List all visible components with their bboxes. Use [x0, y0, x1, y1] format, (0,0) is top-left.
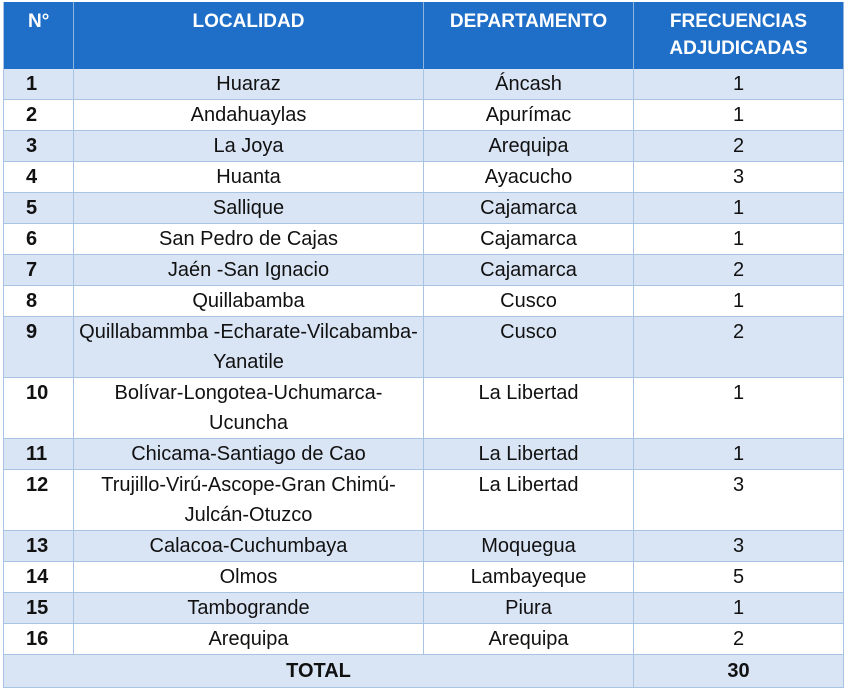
localidad-cell: Quillabamba	[74, 286, 424, 317]
localidad-cell: La Joya	[74, 131, 424, 162]
frecuencias-cell: 5	[634, 562, 844, 593]
row-number: 10	[4, 378, 74, 439]
table-row	[4, 562, 844, 593]
table-body	[4, 69, 844, 655]
table-header	[4, 2, 844, 69]
frecuencias-cell: 2	[634, 131, 844, 162]
header-row	[4, 2, 844, 69]
localidad-cell: Tambogrande	[74, 593, 424, 624]
table-row	[4, 439, 844, 470]
departamento-cell: Cajamarca	[424, 255, 634, 286]
table-row	[4, 624, 844, 655]
table-row	[4, 69, 844, 100]
frecuencias-cell: 2	[634, 624, 844, 655]
table-row	[4, 255, 844, 286]
table-row	[4, 131, 844, 162]
frecuencias-cell: 1	[634, 378, 844, 439]
localidad-cell: Olmos	[74, 562, 424, 593]
departamento-cell: Arequipa	[424, 624, 634, 655]
frecuencias-cell: 2	[634, 255, 844, 286]
departamento-cell: La Libertad	[424, 439, 634, 470]
localidad-cell: Huaraz	[74, 69, 424, 100]
departamento-cell: La Libertad	[424, 378, 634, 439]
localidad-cell: Andahuaylas	[74, 100, 424, 131]
total-row	[4, 655, 844, 688]
frecuencias-cell: 1	[634, 286, 844, 317]
row-number: 9	[4, 317, 74, 378]
departamento-cell: Apurímac	[424, 100, 634, 131]
departamento-cell: Moquegua	[424, 531, 634, 562]
frecuencias-cell: 3	[634, 162, 844, 193]
table-row	[4, 378, 844, 439]
table-row	[4, 100, 844, 131]
row-number: 2	[4, 100, 74, 131]
departamento-cell: Piura	[424, 593, 634, 624]
total-label: TOTAL	[4, 655, 634, 688]
row-number: 13	[4, 531, 74, 562]
frecuencias-cell: 2	[634, 317, 844, 378]
frecuencias-cell: 3	[634, 470, 844, 531]
row-number: 15	[4, 593, 74, 624]
table-row	[4, 317, 844, 378]
row-number: 4	[4, 162, 74, 193]
header-frecuencias: FRECUENCIAS ADJUDICADAS	[634, 2, 844, 69]
frecuencias-cell: 1	[634, 439, 844, 470]
localidad-cell: Huanta	[74, 162, 424, 193]
frequencies-table	[3, 2, 844, 688]
departamento-cell: Ayacucho	[424, 162, 634, 193]
localidad-cell: Trujillo-Virú-Ascope-Gran Chimú-Julcán-Otuzco	[74, 470, 424, 531]
localidad-cell: Quillabammba -Echarate-Vilcabamba-Yanatile	[74, 317, 424, 378]
table-row	[4, 224, 844, 255]
localidad-cell: Bolívar-Longotea-Uchumarca-Ucuncha	[74, 378, 424, 439]
frecuencias-cell: 1	[634, 100, 844, 131]
header-departamento: DEPARTAMENTO	[424, 2, 634, 69]
localidad-cell: Chicama-Santiago de Cao	[74, 439, 424, 470]
table-row	[4, 162, 844, 193]
row-number: 12	[4, 470, 74, 531]
row-number: 5	[4, 193, 74, 224]
localidad-cell: Jaén -San Ignacio	[74, 255, 424, 286]
localidad-cell: Sallique	[74, 193, 424, 224]
departamento-cell: Arequipa	[424, 131, 634, 162]
localidad-cell: San Pedro de Cajas	[74, 224, 424, 255]
departamento-cell: Áncash	[424, 69, 634, 100]
table-footer	[4, 655, 844, 688]
table-row	[4, 593, 844, 624]
departamento-cell: Cajamarca	[424, 193, 634, 224]
row-number: 14	[4, 562, 74, 593]
frecuencias-cell: 1	[634, 69, 844, 100]
row-number: 8	[4, 286, 74, 317]
row-number: 6	[4, 224, 74, 255]
departamento-cell: Cusco	[424, 286, 634, 317]
row-number: 11	[4, 439, 74, 470]
row-number: 3	[4, 131, 74, 162]
frecuencias-cell: 3	[634, 531, 844, 562]
departamento-cell: Cusco	[424, 317, 634, 378]
departamento-cell: Lambayeque	[424, 562, 634, 593]
frecuencias-cell: 1	[634, 224, 844, 255]
total-value: 30	[634, 655, 844, 688]
table-row	[4, 531, 844, 562]
header-localidad: LOCALIDAD	[74, 2, 424, 69]
table-row	[4, 286, 844, 317]
table-row	[4, 193, 844, 224]
departamento-cell: Cajamarca	[424, 224, 634, 255]
row-number: 1	[4, 69, 74, 100]
localidad-cell: Calacoa-Cuchumbaya	[74, 531, 424, 562]
table-row	[4, 470, 844, 531]
departamento-cell: La Libertad	[424, 470, 634, 531]
localidad-cell: Arequipa	[74, 624, 424, 655]
frecuencias-cell: 1	[634, 193, 844, 224]
row-number: 7	[4, 255, 74, 286]
frecuencias-cell: 1	[634, 593, 844, 624]
header-num: N°	[4, 2, 74, 69]
row-number: 16	[4, 624, 74, 655]
